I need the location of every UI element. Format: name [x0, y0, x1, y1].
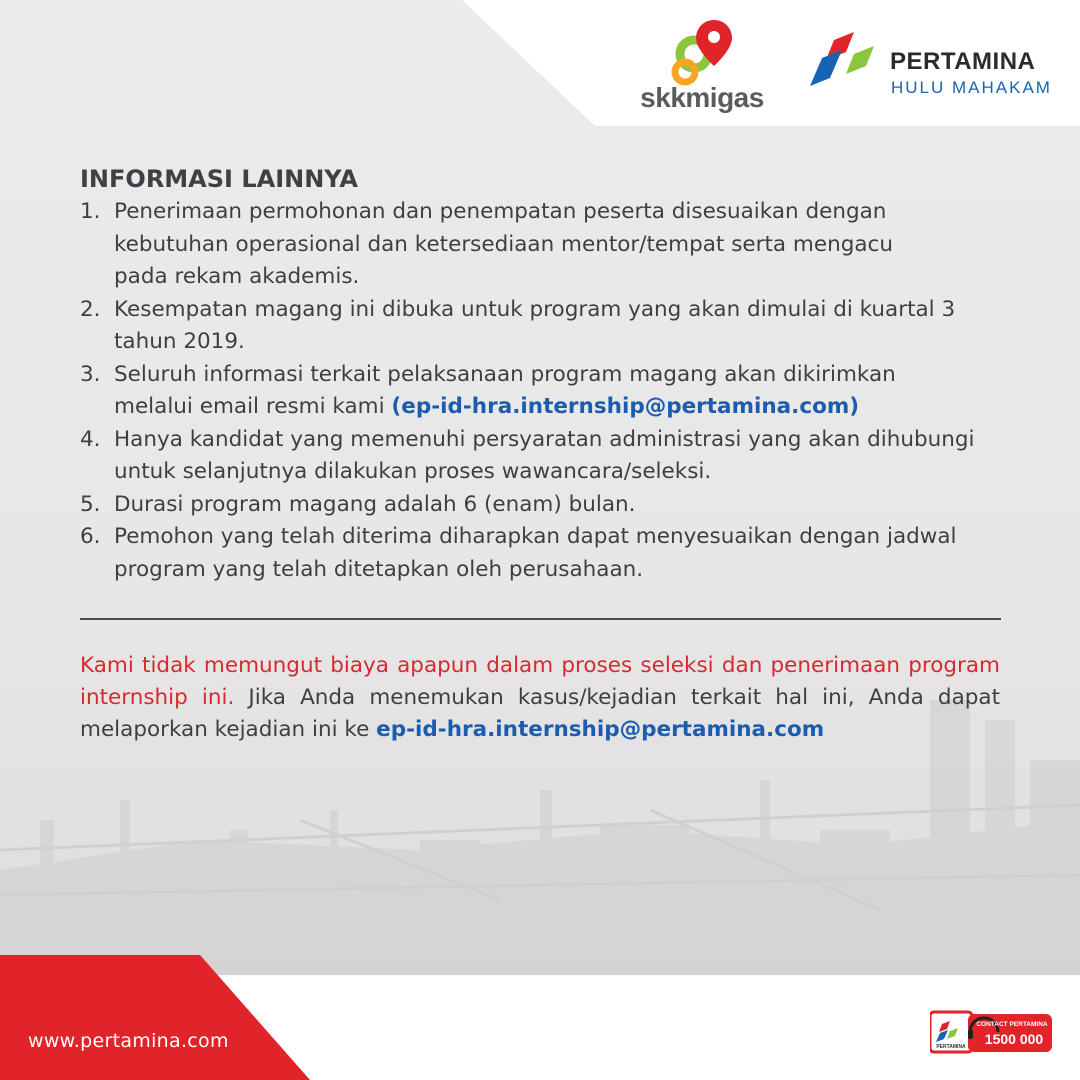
list-number: 5.	[80, 491, 101, 517]
list-number: 4.	[80, 426, 101, 452]
notice-warning-text: Kami tidak memungut biaya apapun dalam proses seleksi dan penerimaan program internship ini.	[80, 653, 1000, 710]
contact-badge-brand: PERTAMINA	[936, 1044, 966, 1050]
list-item	[80, 294, 1010, 359]
list-text: Durasi program magang adalah 6 (enam) bulan.	[114, 491, 636, 517]
list-text: Kesempatan magang ini dibuka untuk program yang akan dimulai di kuartal 3	[114, 296, 956, 322]
list-item	[80, 424, 1010, 489]
list-number: 6.	[80, 524, 101, 549]
list-text: Seluruh informasi terkait pelaksanaan program magang akan dikirimkan	[114, 361, 896, 387]
fee-notice	[80, 650, 1000, 746]
list-item	[80, 521, 1010, 586]
pertamina-logo-icon	[810, 32, 882, 88]
website-link[interactable]: www.pertamina.com	[28, 1030, 229, 1052]
list-item	[80, 359, 1010, 424]
skkmigas-wordmark: skkmigas	[640, 82, 764, 113]
section-heading: INFORMASI LAINNYA	[80, 165, 358, 193]
list-number: 3.	[80, 361, 101, 387]
list-item	[80, 489, 1010, 522]
list-text: kebutuhan operasional dan ketersediaan mentor/tempat serta mengacu	[114, 231, 893, 257]
email-link[interactable]: (ep-id-hra.internship@pertamina.com)	[391, 394, 860, 419]
info-list	[80, 196, 1010, 586]
list-text: melalui email resmi kami	[114, 394, 392, 419]
list-text: program yang telah ditetapkan oleh perusahaan.	[114, 556, 644, 582]
list-number: 2.	[80, 296, 101, 322]
skkmigas-logo	[622, 14, 782, 114]
list-text: Penerimaan permohonan dan penempatan peserta disesuaikan dengan	[114, 199, 887, 224]
skkmigas-logo-icon	[622, 14, 782, 86]
contact-badge-number: 1500 000	[984, 1031, 1044, 1047]
pertamina-logo	[810, 30, 1060, 100]
divider	[80, 618, 1001, 620]
notice-email-link[interactable]: ep-id-hra.internship@pertamina.com	[376, 717, 825, 742]
list-text: tahun 2019.	[114, 329, 245, 354]
notice-text: Jika Anda menemukan kasus/kejadian terkait hal ini, Anda dapat melaporkan kejadian ini ke	[80, 685, 1000, 742]
pertamina-subtitle: HULU MAHAKAM	[891, 78, 1052, 97]
list-item	[80, 196, 1010, 294]
list-text: Pemohon yang telah diterima diharapkan dapat menyesuaikan dengan jadwal	[114, 524, 957, 549]
list-text: pada rekam akademis.	[114, 264, 360, 289]
list-number: 1.	[80, 199, 101, 224]
contact-badge-title: CONTACT PERTAMINA	[976, 1021, 1048, 1028]
list-text: untuk selanjutnya dilakukan proses wawancara/seleksi.	[114, 459, 712, 484]
contact-pertamina-badge-icon	[930, 1006, 1055, 1061]
list-text: Hanya kandidat yang memenuhi persyaratan administrasi yang akan dihubungi	[114, 426, 975, 452]
pertamina-wordmark: PERTAMINA	[890, 48, 1036, 75]
